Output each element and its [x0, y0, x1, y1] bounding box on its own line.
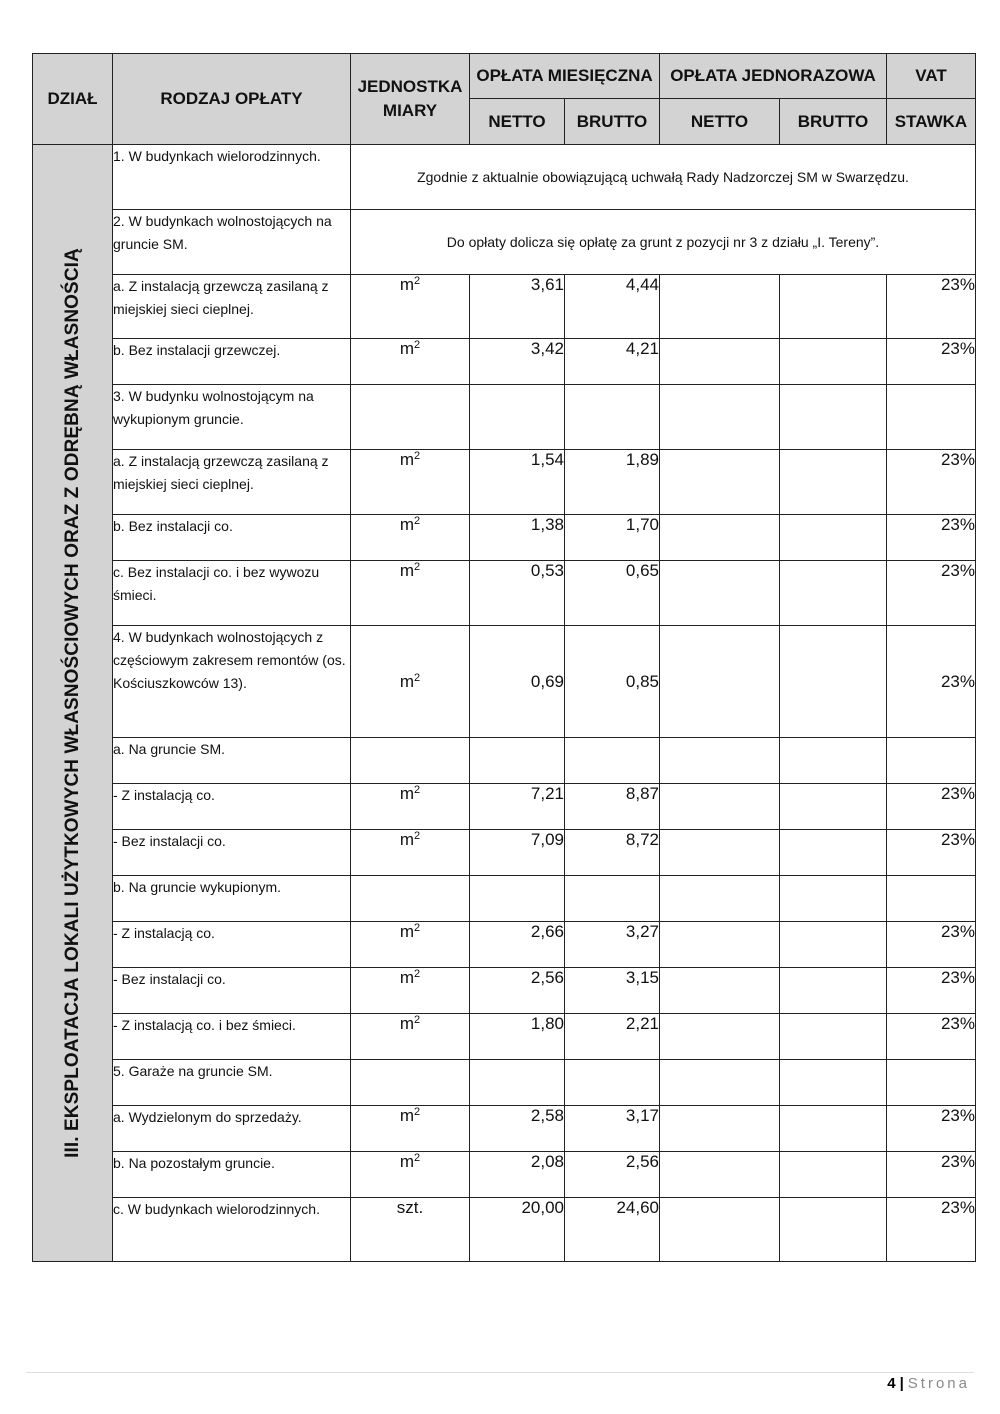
- row-vat: 23%: [887, 626, 976, 738]
- unit-base: m: [399, 275, 415, 294]
- unit-exponent: 2: [414, 1152, 421, 1164]
- row-netto: 1,54: [470, 450, 565, 515]
- row-unit: [351, 1152, 470, 1198]
- unit-base: m: [399, 561, 415, 580]
- unit-base: m: [399, 450, 415, 469]
- table-row: [33, 830, 976, 876]
- row-onetime-brutto: [780, 1060, 887, 1106]
- row-name: - Z instalacją co. i bez śmieci.: [113, 1014, 351, 1060]
- unit-exponent: 2: [414, 830, 421, 842]
- row-name: b. Bez instalacji co.: [113, 515, 351, 561]
- row-unit: [351, 275, 470, 339]
- row-brutto: 4,21: [565, 339, 660, 385]
- row-onetime-brutto: [780, 1014, 887, 1060]
- row-note: Do opłaty dolicza się opłatę za grunt z pozycji nr 3 z działu „I. Tereny”.: [351, 210, 976, 275]
- row-onetime-netto: [660, 515, 780, 561]
- row-unit: [351, 922, 470, 968]
- row-onetime-netto: [660, 450, 780, 515]
- unit-exponent: 2: [414, 450, 421, 462]
- row-onetime-brutto: [780, 876, 887, 922]
- row-netto: 1,80: [470, 1014, 565, 1060]
- row-unit: szt.: [351, 1198, 470, 1262]
- row-name: 2. W budynkach wolnostojących na gruncie SM.: [113, 210, 351, 275]
- row-onetime-brutto: [780, 626, 887, 738]
- unit-base: m: [399, 515, 415, 534]
- row-onetime-brutto: [780, 784, 887, 830]
- row-netto: 2,08: [470, 1152, 565, 1198]
- row-vat: 23%: [887, 1198, 976, 1262]
- unit-exponent: 2: [414, 784, 421, 796]
- header-brutto-monthly: BRUTTO: [565, 99, 660, 145]
- table-row: [33, 1106, 976, 1152]
- row-note: Zgodnie z aktualnie obowiązującą uchwałą Rady Nadzorczej SM w Swarzędzu.: [351, 145, 976, 210]
- row-onetime-netto: [660, 1152, 780, 1198]
- footer-separator: |: [899, 1375, 904, 1392]
- fees-table: [32, 53, 976, 1262]
- row-onetime-netto: [660, 626, 780, 738]
- row-name: 1. W budynkach wielorodzinnych.: [113, 145, 351, 210]
- row-unit: [351, 515, 470, 561]
- row-onetime-netto: [660, 784, 780, 830]
- row-netto: 2,56: [470, 968, 565, 1014]
- row-vat: 23%: [887, 968, 976, 1014]
- header-vat: VAT: [887, 54, 976, 99]
- row-netto: 7,21: [470, 784, 565, 830]
- row-brutto: 0,85: [565, 626, 660, 738]
- unit-exponent: 2: [414, 968, 421, 980]
- row-name: a. Z instalacją grzewczą zasilaną z miejskiej sieci cieplnej.: [113, 275, 351, 339]
- header-jednostka-line1: JEDNOSTKA: [357, 77, 463, 96]
- row-unit: [351, 876, 470, 922]
- table-row: [33, 515, 976, 561]
- row-name: b. Na pozostałym gruncie.: [113, 1152, 351, 1198]
- row-vat: 23%: [887, 1014, 976, 1060]
- row-vat: 23%: [887, 450, 976, 515]
- row-name: - Z instalacją co.: [113, 922, 351, 968]
- row-name: a. Wydzielonym do sprzedaży.: [113, 1106, 351, 1152]
- header-dzial: DZIAŁ: [33, 54, 113, 145]
- row-brutto: 4,44: [565, 275, 660, 339]
- header-jednostka-line2: MIARY: [382, 101, 438, 120]
- section-cell: [33, 145, 113, 1262]
- row-vat: 23%: [887, 784, 976, 830]
- row-name: - Bez instalacji co.: [113, 968, 351, 1014]
- row-netto: 1,38: [470, 515, 565, 561]
- unit-base: m: [399, 968, 415, 987]
- row-name: a. Z instalacją grzewczą zasilaną z miejskiej sieci cieplnej.: [113, 450, 351, 515]
- row-brutto: 1,70: [565, 515, 660, 561]
- row-netto: 20,00: [470, 1198, 565, 1262]
- unit-exponent: 2: [414, 1106, 421, 1118]
- unit-exponent: 2: [414, 339, 421, 351]
- row-brutto: 24,60: [565, 1198, 660, 1262]
- table-row: [33, 145, 976, 210]
- unit-exponent: 2: [414, 922, 421, 934]
- row-onetime-netto: [660, 339, 780, 385]
- row-netto: 3,42: [470, 339, 565, 385]
- row-unit: [351, 830, 470, 876]
- row-brutto: [565, 876, 660, 922]
- row-unit: [351, 968, 470, 1014]
- row-onetime-brutto: [780, 830, 887, 876]
- unit-base: m: [399, 830, 415, 849]
- page-number: 4: [887, 1375, 896, 1392]
- row-unit: [351, 784, 470, 830]
- row-vat: 23%: [887, 1106, 976, 1152]
- row-netto: 2,66: [470, 922, 565, 968]
- row-onetime-brutto: [780, 385, 887, 450]
- table-row: [33, 339, 976, 385]
- header-vat-stawka: STAWKA: [887, 99, 976, 145]
- unit-exponent: 2: [414, 671, 421, 684]
- table-row: [33, 1060, 976, 1106]
- table-row: [33, 784, 976, 830]
- row-netto: 2,58: [470, 1106, 565, 1152]
- header-netto-onetime: NETTO: [660, 99, 780, 145]
- row-name: b. Na gruncie wykupionym.: [113, 876, 351, 922]
- unit-base: m: [399, 1152, 415, 1171]
- row-brutto: 1,89: [565, 450, 660, 515]
- row-name: a. Na gruncie SM.: [113, 738, 351, 784]
- row-vat: 23%: [887, 339, 976, 385]
- row-vat: [887, 876, 976, 922]
- row-vat: [887, 385, 976, 450]
- header-brutto-onetime: BRUTTO: [780, 99, 887, 145]
- unit-exponent: 2: [414, 1014, 421, 1026]
- header-oplata-jednorazowa: OPŁATA JEDNORAZOWA: [660, 54, 887, 99]
- unit-base: m: [399, 922, 415, 941]
- row-name: 5. Garaże na gruncie SM.: [113, 1060, 351, 1106]
- page-footer: [887, 1375, 970, 1392]
- row-vat: [887, 738, 976, 784]
- unit-base: m: [399, 1106, 415, 1125]
- row-name: 4. W budynkach wolnostojących z częściowym zakresem remontów (os. Kościuszkowców 13).: [113, 626, 351, 738]
- row-onetime-brutto: [780, 738, 887, 784]
- row-vat: 23%: [887, 922, 976, 968]
- row-brutto: [565, 738, 660, 784]
- row-brutto: 2,21: [565, 1014, 660, 1060]
- table-row: [33, 275, 976, 339]
- row-onetime-netto: [660, 830, 780, 876]
- row-name: c. Bez instalacji co. i bez wywozu śmieci.: [113, 561, 351, 626]
- table-row: [33, 1198, 976, 1262]
- row-onetime-netto: [660, 1198, 780, 1262]
- row-brutto: [565, 385, 660, 450]
- row-brutto: 3,15: [565, 968, 660, 1014]
- unit-base: m: [399, 784, 415, 803]
- row-brutto: 2,56: [565, 1152, 660, 1198]
- row-onetime-netto: [660, 275, 780, 339]
- table-row: [33, 968, 976, 1014]
- row-onetime-brutto: [780, 1198, 887, 1262]
- row-name: b. Bez instalacji grzewczej.: [113, 339, 351, 385]
- table-row: [33, 561, 976, 626]
- row-name: 3. W budynku wolnostojącym na wykupionym gruncie.: [113, 385, 351, 450]
- row-unit: [351, 626, 470, 738]
- row-brutto: [565, 1060, 660, 1106]
- table-row: [33, 626, 976, 738]
- header-netto-monthly: NETTO: [470, 99, 565, 145]
- row-netto: 0,53: [470, 561, 565, 626]
- row-vat: 23%: [887, 561, 976, 626]
- row-netto: [470, 385, 565, 450]
- table-row: [33, 385, 976, 450]
- row-netto: [470, 876, 565, 922]
- row-onetime-brutto: [780, 968, 887, 1014]
- row-netto: 3,61: [470, 275, 565, 339]
- table-row: [33, 450, 976, 515]
- row-onetime-brutto: [780, 339, 887, 385]
- row-onetime-brutto: [780, 515, 887, 561]
- table-row: [33, 738, 976, 784]
- row-netto: 7,09: [470, 830, 565, 876]
- row-onetime-brutto: [780, 450, 887, 515]
- unit-exponent: 2: [414, 561, 421, 573]
- unit-base: m: [399, 671, 415, 691]
- section-label: III. EKSPLOATACJA LOKALI UŻYTKOWYCH WŁASNOŚCIOWYCH ORAZ Z ODRĘBNĄ WŁASNOŚCIĄ: [61, 248, 83, 1158]
- unit-base: m: [399, 1014, 415, 1033]
- row-unit: [351, 738, 470, 784]
- row-onetime-netto: [660, 561, 780, 626]
- row-unit: [351, 450, 470, 515]
- row-brutto: 3,27: [565, 922, 660, 968]
- header-rodzaj-oplaty: RODZAJ OPŁATY: [113, 54, 351, 145]
- row-onetime-netto: [660, 968, 780, 1014]
- table-row: [33, 1152, 976, 1198]
- row-onetime-netto: [660, 1106, 780, 1152]
- row-onetime-brutto: [780, 1106, 887, 1152]
- row-vat: [887, 1060, 976, 1106]
- row-name: - Bez instalacji co.: [113, 830, 351, 876]
- row-onetime-netto: [660, 876, 780, 922]
- row-vat: 23%: [887, 1152, 976, 1198]
- row-brutto: 0,65: [565, 561, 660, 626]
- row-netto: 0,69: [470, 626, 565, 738]
- row-name: c. W budynkach wielorodzinnych.: [113, 1198, 351, 1262]
- row-name: - Z instalacją co.: [113, 784, 351, 830]
- row-unit: [351, 1106, 470, 1152]
- row-netto: [470, 1060, 565, 1106]
- page-word: Strona: [907, 1375, 970, 1392]
- row-unit: [351, 1014, 470, 1060]
- table-row: [33, 876, 976, 922]
- unit-exponent: 2: [414, 515, 421, 527]
- header-oplata-miesieczna: OPŁATA MIESIĘCZNA: [470, 54, 660, 99]
- row-brutto: 8,87: [565, 784, 660, 830]
- row-onetime-netto: [660, 1014, 780, 1060]
- row-unit: [351, 561, 470, 626]
- row-onetime-brutto: [780, 1152, 887, 1198]
- row-onetime-brutto: [780, 275, 887, 339]
- row-onetime-netto: [660, 385, 780, 450]
- unit-base: m: [399, 339, 415, 358]
- footer-divider: [26, 1372, 974, 1373]
- row-brutto: 8,72: [565, 830, 660, 876]
- row-onetime-brutto: [780, 561, 887, 626]
- unit-exponent: 2: [414, 275, 421, 287]
- row-onetime-netto: [660, 738, 780, 784]
- row-vat: 23%: [887, 275, 976, 339]
- row-unit: [351, 339, 470, 385]
- row-brutto: 3,17: [565, 1106, 660, 1152]
- row-onetime-brutto: [780, 922, 887, 968]
- row-unit: [351, 385, 470, 450]
- table-row: [33, 922, 976, 968]
- row-vat: 23%: [887, 515, 976, 561]
- row-onetime-netto: [660, 1060, 780, 1106]
- row-unit: [351, 1060, 470, 1106]
- table-row: [33, 210, 976, 275]
- row-onetime-netto: [660, 922, 780, 968]
- row-vat: 23%: [887, 830, 976, 876]
- header-jednostka-miary: [351, 54, 470, 145]
- row-netto: [470, 738, 565, 784]
- table-row: [33, 1014, 976, 1060]
